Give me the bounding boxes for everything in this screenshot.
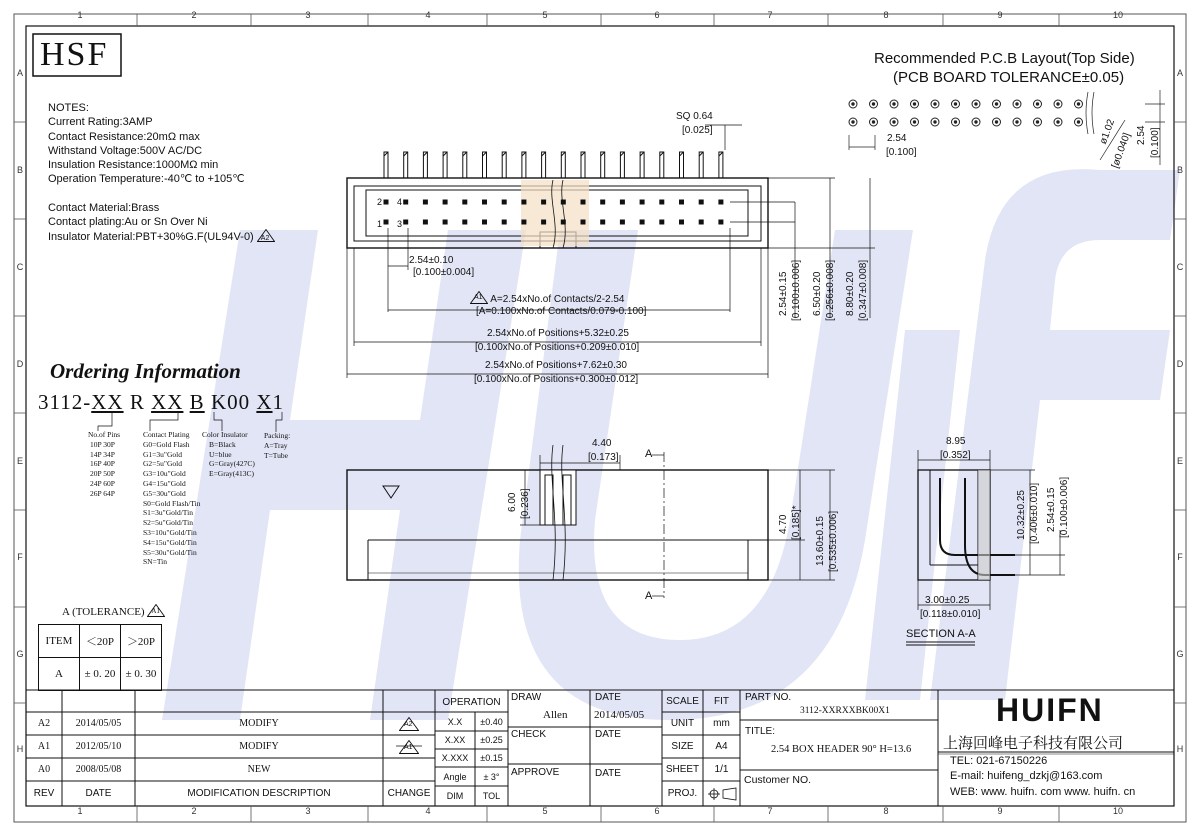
customer-no-label: Customer NO.: [744, 774, 812, 786]
note-line: Insulation Resistance:1000MΩ min: [48, 159, 219, 172]
ordering-title: Ordering Information: [50, 359, 241, 383]
break-line: [1086, 92, 1088, 134]
pcb-hole-center: [913, 121, 915, 123]
total-height-dim-in: [0.535±0.006]: [828, 510, 839, 572]
rev-row-rev: A2: [37, 718, 51, 729]
code-mid: R: [123, 390, 152, 414]
pcb-hole-center: [872, 103, 874, 105]
pcb-layout-title: Recommended P.C.B Layout(Top Side): [874, 50, 1135, 67]
rev-header-date: DATE: [85, 788, 112, 799]
option-item: S5=30u"Gold/Tin: [143, 547, 197, 557]
pcb-hole-center: [1036, 103, 1038, 105]
option-item: SN=Tin: [143, 557, 167, 567]
pcb-hole-center: [975, 103, 977, 105]
zone-label: F: [1177, 552, 1183, 562]
pcb-hole-center: [1077, 121, 1079, 123]
section-h1-dim: 10.32±0.25: [1016, 490, 1027, 540]
revision-mark: A1: [151, 607, 160, 615]
hsf-logo: HSF: [40, 36, 109, 73]
ordering-leaders: [0, 0, 403, 460]
contact-hole: [600, 200, 605, 205]
code-plating: XX: [151, 390, 184, 414]
pin-chamfer: [423, 152, 427, 156]
section-label: SECTION A-A: [906, 628, 976, 640]
section-base-dim: 3.00±0.25: [925, 595, 970, 606]
rev-row-desc: MODIFY: [239, 741, 279, 752]
rev-row-desc: MODIFY: [239, 718, 279, 729]
contact-hole: [443, 200, 448, 205]
contact-hole: [699, 200, 704, 205]
tol-value-lt20: ± 0. 20: [80, 658, 121, 691]
pin-number: 4: [397, 197, 403, 207]
code-suffix: 1: [272, 390, 285, 414]
contact-hole: [462, 220, 467, 225]
pin-chamfer: [680, 152, 684, 156]
zone-label: 2: [191, 10, 197, 20]
company-web: WEB: www. huifn. com www. huifn. cn: [950, 786, 1136, 798]
option-item: G4=15u"Gold: [143, 478, 186, 488]
zone-label: G: [1176, 649, 1184, 659]
zone-label: H: [1176, 744, 1184, 754]
pin-chamfer: [719, 152, 723, 156]
section-h1-dim-in: [0.406±0.010]: [1029, 482, 1040, 544]
zone-label: 8: [883, 806, 889, 816]
draw-label: DRAW: [511, 692, 542, 703]
body-height-dim: 4.70: [778, 514, 789, 534]
dim-c: 2.54xNo.of Positions+7.62±0.30: [485, 360, 627, 371]
pin-chamfer: [660, 152, 664, 156]
section-base-dim-in: [0.118±0.010]: [920, 609, 981, 620]
vdim-2-in: [0.256±0.008]: [825, 259, 836, 321]
vdim-2: 6.50±0.20: [812, 271, 823, 316]
company-logo: HUIFN: [996, 692, 1104, 728]
option-item: G=Gray(427C): [209, 459, 255, 469]
option-item: G5=30u"Gold: [143, 488, 186, 498]
pcb-hole-center: [1016, 121, 1018, 123]
op-tol: ±0.25: [480, 735, 503, 745]
revision-triangle-icon: [470, 291, 488, 304]
pcb-row-dim: 2.54: [1136, 125, 1147, 145]
pcb-hole-center: [995, 121, 997, 123]
zone-label: B: [1176, 165, 1183, 175]
contact-hole: [482, 220, 487, 225]
zone-label: A: [1176, 68, 1183, 78]
contact-hole: [659, 200, 664, 205]
part-no-label: PART NO.: [745, 692, 792, 703]
option-item: S2=5u"Gold/Tin: [143, 518, 193, 528]
zone-label: 10: [1112, 10, 1123, 20]
zone-label: 7: [767, 806, 773, 816]
section-marker-top: A: [645, 448, 653, 460]
contact-hole: [699, 220, 704, 225]
option-item: 14P 34P: [90, 449, 115, 459]
zone-label: 1: [77, 10, 83, 20]
drawing-title: 2.54 BOX HEADER 90° H=13.6: [771, 744, 912, 755]
code-prefix: 3112-: [38, 390, 92, 414]
option-title: Contact Plating: [143, 430, 190, 439]
pitch-dim-in: [0.100±0.004]: [413, 267, 475, 278]
tol-header-item: ITEM: [39, 625, 80, 658]
zone-label: 1: [77, 806, 83, 816]
zone-label: 3: [305, 806, 311, 816]
side-width-dim: 4.40: [592, 438, 612, 449]
sq-dim: SQ 0.64: [676, 111, 713, 122]
pin-chamfer: [522, 152, 526, 156]
option-item: G0=Gold Flash: [143, 439, 190, 449]
drawer-name: Allen: [543, 709, 568, 721]
zone-label: 6: [654, 10, 660, 20]
size-value: A4: [715, 741, 728, 752]
option-item: S3=10u"Gold/Tin: [143, 527, 197, 537]
side-height-dim-in: [0.236]: [520, 488, 531, 519]
contact-hole: [620, 220, 625, 225]
dim-a-in: [A=0.100xNo.of Contacts/0.079-0.100]: [476, 306, 647, 317]
zone-label: 8: [883, 10, 889, 20]
zone-label: F: [17, 552, 23, 562]
unit-value: mm: [713, 718, 730, 729]
dim-b: 2.54xNo.of Positions+5.32±0.25: [487, 328, 629, 339]
rev-row-rev: A1: [37, 741, 51, 752]
rev-row-change: [383, 712, 435, 735]
rev-row-change: [383, 735, 435, 758]
dim-a: [470, 291, 624, 305]
contact-hole: [482, 200, 487, 205]
contact-hole: [423, 200, 428, 205]
date-label: DATE: [595, 729, 621, 740]
contact-hole: [581, 200, 586, 205]
contact-hole: [659, 220, 664, 225]
unit-label: UNIT: [670, 718, 695, 729]
zone-label: 6: [654, 806, 660, 816]
vdim-3-in: [0.347±0.008]: [858, 259, 869, 321]
op-tol: ±0.15: [480, 753, 503, 763]
revision-mark: A1: [404, 743, 413, 751]
pcb-hole-center: [934, 103, 936, 105]
contact-hole: [541, 220, 546, 225]
tol-row-label: A: [39, 658, 80, 691]
pin-chamfer: [620, 152, 624, 156]
note-line: Operation Temperature:-40℃ to +105℃: [48, 173, 245, 186]
tol-header-gt20: ＞20P: [121, 625, 162, 658]
pin-chamfer: [601, 152, 605, 156]
revision-triangle-icon: [399, 717, 419, 731]
contact-hole: [541, 200, 546, 205]
op-dim: Angle: [443, 771, 467, 782]
option-item: 24P 60P: [90, 478, 115, 488]
contact-hole: [620, 200, 625, 205]
tolerance-title: [62, 604, 165, 618]
color-options: [202, 430, 255, 479]
pin-number: 3: [397, 219, 403, 229]
op-dim: X.XXX: [441, 753, 469, 763]
option-item: S0=Gold Flash/Tin: [143, 498, 201, 508]
tol-value-gt20: ± 0. 30: [121, 658, 162, 691]
sheet-value: 1/1: [714, 764, 729, 775]
option-item: 10P 30P: [90, 439, 115, 449]
rev-row-desc: NEW: [247, 764, 271, 775]
pcb-hole-center: [913, 103, 915, 105]
code-pins: XX: [91, 390, 124, 414]
zone-label: A: [16, 68, 23, 78]
contact-hole: [403, 220, 408, 225]
option-item: G1=3u"Gold: [143, 449, 182, 459]
dim-b-in: [0.100xNo.of Positions+0.209±0.010]: [475, 342, 640, 353]
company-name-cn: 上海回峰电子科技有限公司: [943, 735, 1124, 752]
zone-label: G: [16, 649, 24, 659]
pin-chamfer: [502, 152, 506, 156]
contact-hole: [502, 220, 507, 225]
pcb-hole-center: [1036, 121, 1038, 123]
contact-hole: [640, 220, 645, 225]
pcb-tolerance: (PCB BOARD TOLERANCE±0.05): [893, 69, 1125, 86]
op-tol: ±0.40: [480, 716, 503, 727]
pcb-hole-center: [975, 121, 977, 123]
op-tol: ± 3°: [483, 771, 500, 782]
contact-hole: [679, 220, 684, 225]
side-width-dim-in: [0.173]: [588, 452, 619, 463]
draw-date: 2014/05/05: [594, 709, 645, 721]
vdim-1: 2.54±0.15: [778, 271, 789, 316]
option-title: No.of Pins: [88, 430, 121, 439]
note-text: Insulator Material:PBT+30%G.F(UL94V-0): [48, 231, 254, 244]
op-header-dim: DIM: [446, 791, 464, 801]
note-line: Contact Resistance:20mΩ max: [48, 130, 200, 143]
pcb-hole-center: [995, 103, 997, 105]
zone-label: 3: [305, 10, 311, 20]
revision-triangle-icon: [147, 604, 165, 617]
zone-label: E: [1176, 456, 1183, 466]
company-tel: TEL: 021-67150226: [950, 755, 1048, 767]
pcb-hole-dim-in: [ø0.040]: [1110, 131, 1133, 170]
section-h2-dim-in: [0.100±0.006]: [1059, 476, 1070, 538]
contact-hole: [502, 200, 507, 205]
code-color: B: [189, 390, 205, 414]
section-width-dim-in: [0.352]: [940, 450, 971, 461]
note-line: Current Rating:3AMP: [48, 116, 153, 129]
revision-mark: A1: [474, 294, 483, 301]
pin-number: 2: [377, 197, 383, 207]
vdim-3: 8.80±0.20: [845, 271, 856, 316]
plating-options: [143, 430, 201, 567]
zone-label: 4: [425, 806, 431, 816]
zone-label: H: [16, 744, 24, 754]
rev-row-rev: A0: [37, 764, 51, 775]
contact-hole: [521, 220, 526, 225]
operation-title: OPERATION: [442, 696, 501, 708]
pin-chamfer: [581, 152, 585, 156]
section-width-dim: 8.95: [946, 436, 966, 447]
code-pack: X: [256, 390, 273, 414]
projection-label: PROJ.: [667, 788, 698, 799]
dim-a-text: A=2.54xNo.of Contacts/2-2.54: [490, 294, 625, 305]
revision-mark: A2: [260, 235, 270, 243]
zone-label: 7: [767, 10, 773, 20]
date-label: DATE: [595, 692, 621, 703]
option-item: G3=10u"Gold: [143, 469, 186, 479]
pcb-hole-center: [1077, 103, 1079, 105]
pin-chamfer: [640, 152, 644, 156]
option-item: S4=15u"Gold/Tin: [143, 537, 197, 547]
zone-label: 9: [997, 806, 1003, 816]
rev-header-desc: MODIFICATION DESCRIPTION: [187, 788, 331, 799]
total-height-dim: 13.60±0.15: [815, 516, 826, 566]
contact-hole: [561, 220, 566, 225]
option-title: Color Insulator: [202, 430, 248, 439]
contact-hole: [403, 200, 408, 205]
sq-dim-in: [0.025]: [682, 125, 713, 136]
pcb-hole-center: [1057, 103, 1059, 105]
zone-label: 9: [997, 10, 1003, 20]
zone-label: D: [1176, 359, 1184, 369]
pitch-dim: 2.54±0.10: [409, 255, 454, 266]
pcb-hole-center: [872, 121, 874, 123]
tolerance-title-text: A (TOLERANCE): [62, 606, 145, 618]
zone-label: C: [1176, 262, 1184, 272]
approve-label: APPROVE: [511, 767, 560, 778]
contact-hole: [640, 200, 645, 205]
pin-chamfer: [443, 152, 447, 156]
pcb-hole-center: [1016, 103, 1018, 105]
vdim-1-in: [0.100±0.006]: [791, 259, 802, 321]
note-line: NOTES:: [48, 102, 89, 114]
pcb-hole-center: [954, 103, 956, 105]
part-no-value: 3112-XXRXXBK00X1: [800, 706, 890, 716]
zone-label: 5: [542, 10, 548, 20]
pin-chamfer: [561, 152, 565, 156]
op-dim: X.X: [447, 716, 463, 727]
pin-chamfer: [463, 152, 467, 156]
pins-options: [88, 430, 120, 499]
pcb-hole-center: [954, 121, 956, 123]
title-label: TITLE:: [745, 726, 776, 737]
pcb-hole-center: [852, 121, 854, 123]
zone-label: C: [16, 262, 24, 272]
zone-label: B: [16, 165, 23, 175]
zone-label: E: [16, 456, 23, 466]
contact-hole: [561, 200, 566, 205]
contact-hole: [718, 200, 723, 205]
pcb-hole-center: [893, 121, 895, 123]
zone-label: 2: [191, 806, 197, 816]
pcb-hole-center: [893, 103, 895, 105]
contact-hole: [521, 200, 526, 205]
check-label: CHECK: [511, 729, 547, 740]
pcb-pitch-in: [0.100]: [886, 147, 917, 158]
option-item: 20P 50P: [90, 469, 115, 479]
zone-label: D: [16, 359, 24, 369]
zone-label: 4: [425, 10, 431, 20]
pin-chamfer: [483, 152, 487, 156]
dim-c-in: [0.100xNo.of Positions+0.300±0.012]: [474, 374, 639, 385]
revision-triangle-icon: [399, 740, 419, 754]
pin-number: 1: [377, 219, 383, 229]
code-mid2: K00: [204, 390, 257, 414]
rev-row-date: 2014/05/05: [75, 718, 122, 729]
pin-chamfer: [404, 152, 408, 156]
option-item: E=Gray(413C): [209, 469, 255, 479]
op-header-tol: TOL: [482, 791, 501, 801]
option-item: A=Tray: [264, 440, 288, 450]
company-email: E-mail: huifeng_dzkj@163.com: [950, 770, 1103, 782]
side-height-dim: 6.00: [507, 492, 518, 512]
option-item: S1=3u"Gold/Tin: [143, 508, 193, 518]
contact-hole: [423, 220, 428, 225]
body-height-dim-in: [0.185]*: [791, 505, 802, 540]
option-item: B=Black: [209, 439, 236, 449]
contact-hole: [443, 220, 448, 225]
packing-options: [264, 431, 290, 460]
scale-label: SCALE: [666, 695, 699, 707]
contact-hole: [581, 220, 586, 225]
rev-header-change: CHANGE: [387, 788, 431, 799]
note-line: Withstand Voltage:500V AC/DC: [48, 144, 203, 157]
pcb-pitch: 2.54: [887, 133, 907, 144]
option-item: U=blue: [209, 449, 232, 459]
rev-row-date: 2008/05/08: [75, 764, 122, 775]
option-item: 26P 64P: [90, 488, 115, 498]
option-item: G2=5u"Gold: [143, 459, 182, 469]
section-h2-dim: 2.54±0.15: [1046, 487, 1057, 532]
option-item: T=Tube: [264, 450, 288, 460]
option-item: 16P 40P: [90, 459, 115, 469]
pcb-row-dim-in: [0.100]: [1150, 127, 1161, 158]
pcb-hole-center: [1057, 121, 1059, 123]
size-label: SIZE: [671, 741, 694, 752]
contact-hole: [462, 200, 467, 205]
rev-header-rev: REV: [33, 788, 55, 799]
tolerance-table: [38, 624, 162, 691]
pcb-hole-center: [934, 121, 936, 123]
pcb-hole-center: [852, 103, 854, 105]
pin-chamfer: [699, 152, 703, 156]
break-line: [1092, 92, 1094, 134]
sheet-label: SHEET: [665, 764, 700, 775]
contact-hole: [679, 200, 684, 205]
revision-mark: A2: [404, 720, 413, 728]
date-label: DATE: [595, 768, 621, 779]
tol-header-lt20: ＜20P: [80, 625, 121, 658]
note-line: Contact Material:Brass: [48, 201, 160, 214]
contact-hole: [718, 220, 723, 225]
note-line: Contact plating:Au or Sn Over Ni: [48, 216, 208, 229]
scale-value: FIT: [714, 695, 729, 707]
zone-label: 10: [1112, 806, 1123, 816]
zone-label: 5: [542, 806, 548, 816]
op-dim: X.XX: [444, 735, 466, 745]
option-title: Packing:: [264, 431, 291, 440]
contact-hole: [600, 220, 605, 225]
section-marker-bottom: A: [645, 590, 653, 602]
pcb-hole-dim: ø1.02: [1098, 117, 1118, 146]
pin-chamfer: [542, 152, 546, 156]
rev-row-date: 2012/05/10: [75, 741, 122, 752]
